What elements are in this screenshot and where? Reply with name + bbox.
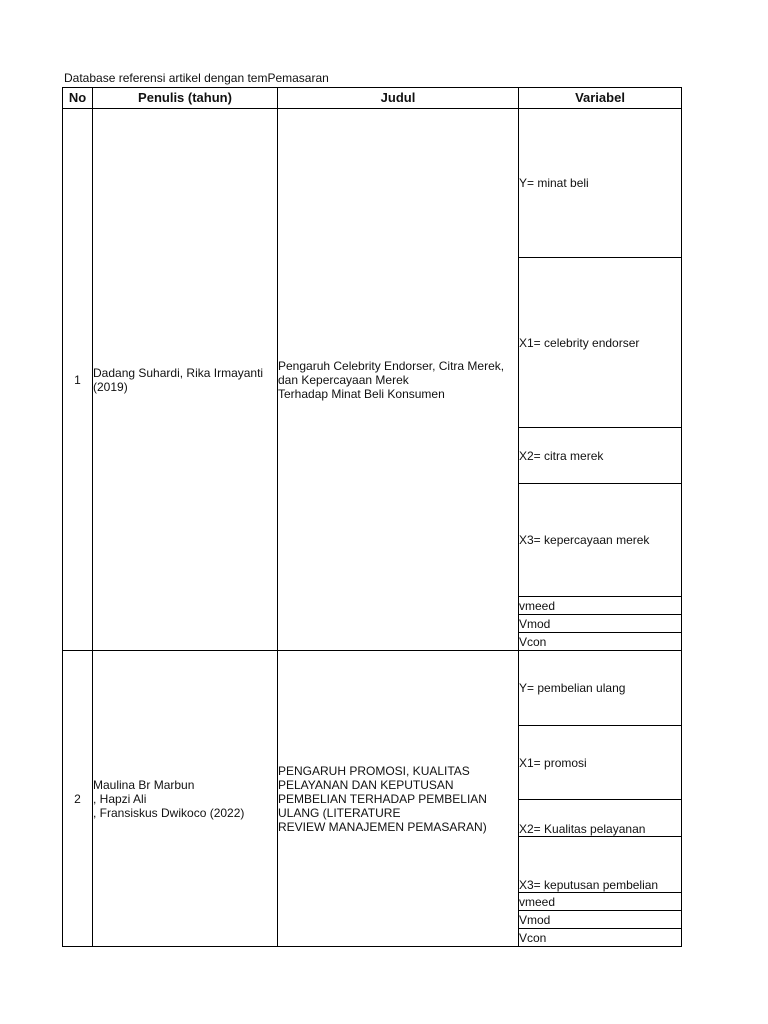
author-cell: Dadang Suhardi, Rika Irmayanti (2019) — [93, 109, 278, 651]
header-row — [63, 88, 682, 109]
variable-cell: X3= kepercayaan merek — [519, 484, 682, 597]
variable-cell: X2= citra merek — [519, 428, 682, 484]
variable-cell: vmeed — [519, 893, 682, 911]
header-judul: Judul — [278, 88, 519, 109]
variable-cell: X1= promosi — [519, 726, 682, 800]
table-row — [63, 651, 682, 726]
variable-cell: Y= minat beli — [519, 109, 682, 258]
variable-cell: Vmod — [519, 911, 682, 929]
author-cell: Maulina Br Marbun , Hapzi Ali , Fransiskus Dwikoco (2022) — [93, 651, 278, 947]
row-number: 2 — [63, 651, 93, 947]
variable-cell: Y= pembelian ulang — [519, 651, 682, 726]
table-caption: Database referensi artikel dengan temPemasaran — [64, 71, 329, 85]
header-no: No — [63, 88, 93, 109]
title-cell: Pengaruh Celebrity Endorser, Citra Merek, dan Kepercayaan Merek Terhadap Minat Beli Konsumen — [278, 109, 519, 651]
row-number: 1 — [63, 109, 93, 651]
header-variabel: Variabel — [519, 88, 682, 109]
reference-table — [62, 87, 682, 947]
variable-cell: vmeed — [519, 597, 682, 615]
variable-cell: Vmod — [519, 615, 682, 633]
table-row — [63, 109, 682, 258]
variable-cell: X1= celebrity endorser — [519, 258, 682, 428]
variable-cell: X3= keputusan pembelian — [519, 837, 682, 893]
header-penulis: Penulis (tahun) — [93, 88, 278, 109]
title-cell: PENGARUH PROMOSI, KUALITAS PELAYANAN DAN KEPUTUSAN PEMBELIAN TERHADAP PEMBELIAN ULANG (LITERATURE REVIEW MANAJEMEN PEMASARAN) — [278, 651, 519, 947]
variable-cell: Vcon — [519, 633, 682, 651]
variable-cell: Vcon — [519, 929, 682, 947]
variable-cell: X2= Kualitas pelayanan — [519, 800, 682, 837]
